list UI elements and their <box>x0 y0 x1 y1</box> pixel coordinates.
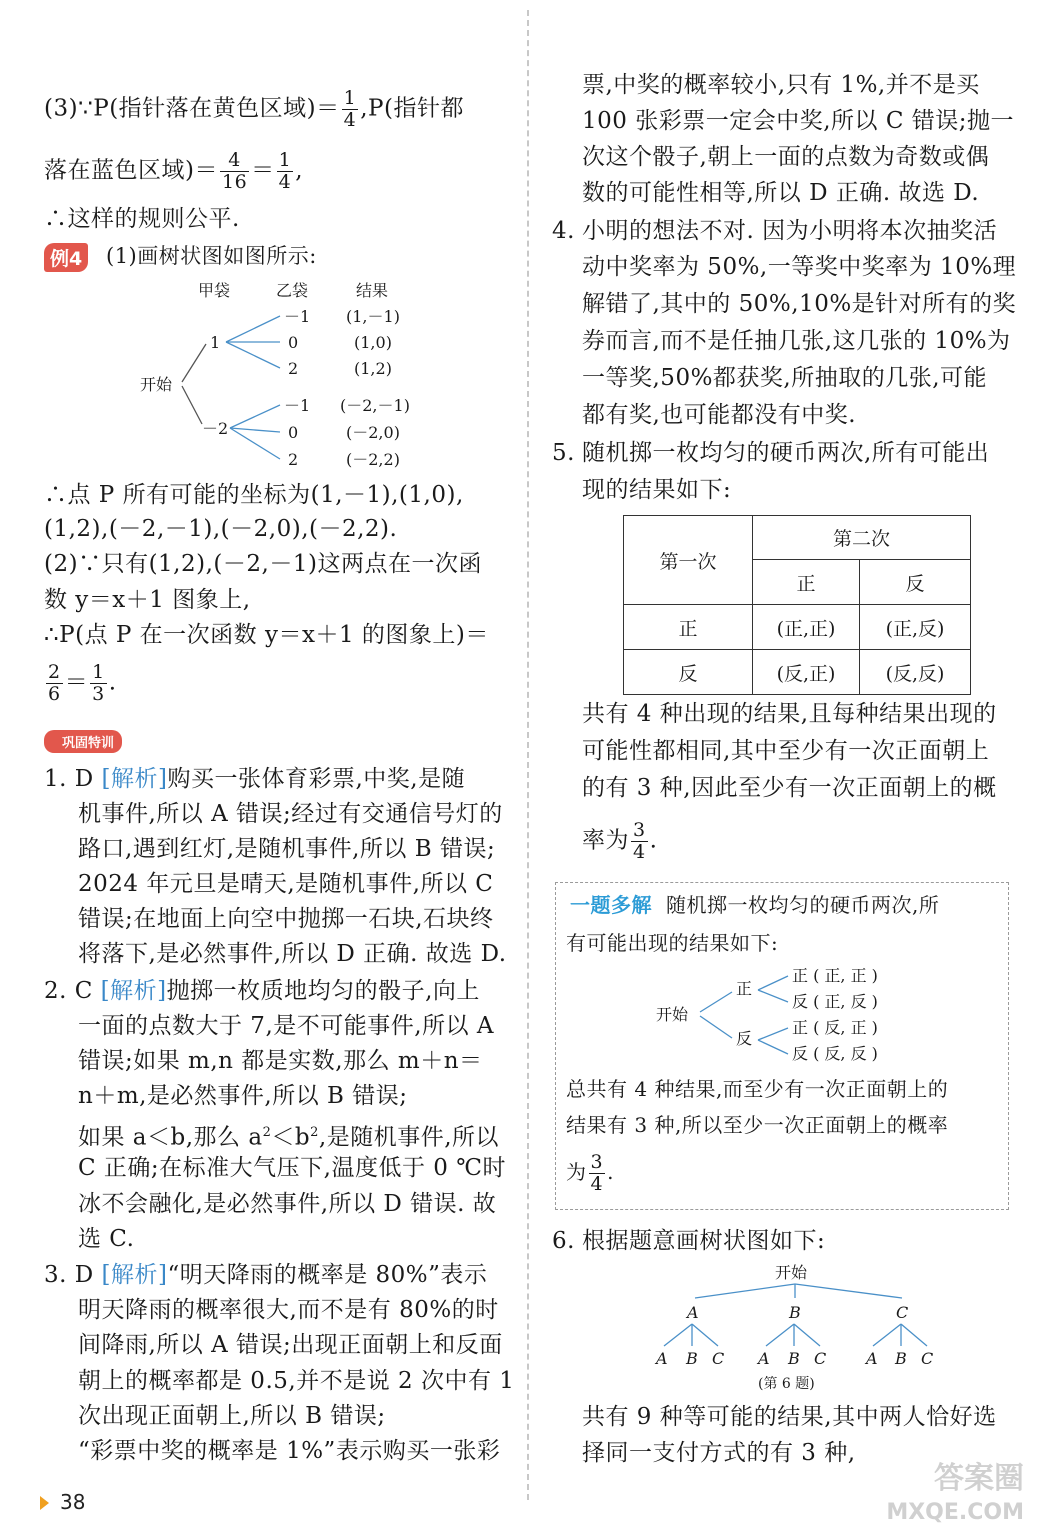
text-line: 次这个骰子,朝上一面的点数为奇数或偶 <box>582 144 990 170</box>
text-line: 结果有 3 种,所以至少一次正面朝上的概率 <box>566 1113 949 1137</box>
text-line: 有可能出现的结果如下: <box>566 931 779 955</box>
tree-node: C <box>896 1303 909 1322</box>
tree-node: A <box>687 1303 699 1322</box>
text-line: 数 y＝x＋1 图象上, <box>44 587 251 613</box>
tree-leaf: C <box>712 1349 725 1368</box>
q2-inequality-line <box>78 1118 499 1153</box>
tree-leaf: 正 ( 正, 正 ) <box>792 966 878 985</box>
text-line: 总共有 4 种结果,而至少有一次正面朝上的 <box>566 1077 949 1101</box>
q5-probability-line <box>582 820 657 863</box>
text-line: 可能性都相同,其中至少有一次正面朝上 <box>582 738 990 764</box>
tree-leaf: 2 <box>288 450 299 469</box>
conclusion-fair: ∴这样的规则公平. <box>44 206 240 232</box>
text: . <box>607 1160 614 1184</box>
alt-probability-line <box>566 1152 614 1195</box>
analysis-tag: [解析] <box>101 766 168 792</box>
text: “明天降雨的概率是 80%”表示 <box>167 1262 488 1288</box>
text-line: 现的结果如下: <box>582 477 732 503</box>
training-section-title: 巩固特训 <box>44 730 122 753</box>
table-cell: (反,反) <box>860 650 971 695</box>
tree-branch: 正 <box>736 979 753 998</box>
table-row-header: 反 <box>624 650 753 695</box>
table-cell: (正,正) <box>753 605 860 650</box>
fraction-1-3: $\frac{1}{3}$ <box>92 661 105 705</box>
table-row-header: 正 <box>624 605 753 650</box>
text-line: 小明的想法不对. 因为小明将本次抽奖活 <box>582 218 998 244</box>
text-line: 冰不会融化,是必然事件,所以 D 错误. 故 <box>78 1191 497 1217</box>
text-line: 择同一支付方式的有 3 种, <box>582 1440 856 1466</box>
tree-leaf: A <box>758 1349 770 1368</box>
text-line: 解错了,其中的 50%,10%是针对所有的奖 <box>582 291 1017 317</box>
tree-branch: 反 <box>736 1029 753 1048</box>
tree-leaf: B <box>895 1349 907 1368</box>
tree-leaf: －1 <box>284 396 311 415</box>
tree-leaf: 0 <box>288 333 299 352</box>
alt-solution-first-line <box>570 890 939 920</box>
fraction-3-4b: $\frac{3}{4}$ <box>590 1151 604 1195</box>
q3-first-line <box>44 1260 487 1290</box>
text-line: 动中奖率为 50%,一等奖中奖率为 10%理 <box>582 254 1017 280</box>
text: 3. D <box>44 1262 102 1288</box>
text-line: 错误;如果 m,n 都是实数,那么 m＋n＝ <box>78 1048 483 1074</box>
text-line: 明天降雨的概率很大,而不是有 80%的时 <box>78 1297 499 1323</box>
tree-branch-1: 1 <box>210 333 221 352</box>
tree-diagram-coin <box>650 960 930 1072</box>
text-line: 错误;在地面上向空中抛掷一石块,石块终 <box>78 906 494 932</box>
tree-header-jia: 甲袋 <box>198 281 231 300</box>
tree-root: 开始 <box>140 375 173 394</box>
tree-diagram-1 <box>130 272 430 472</box>
table-col-header: 反 <box>860 560 971 605</box>
table-header-second: 第二次 <box>753 516 971 560</box>
text: . <box>108 669 117 696</box>
text-line: 2024 年元旦是晴天,是随机事件,所以 C <box>78 871 494 897</box>
text-line: 间降雨,所以 A 错误;出现正面朝上和反面 <box>78 1332 503 1358</box>
text: ＜b <box>271 1124 311 1151</box>
tree-leaf: 反 ( 正, 反 ) <box>792 992 878 1011</box>
text-line: 数的可能性相等,所以 D 正确. 故选 D. <box>582 180 980 206</box>
tree-result: (1,2) <box>354 359 392 378</box>
text: 购买一张体育彩票,中奖,是随 <box>167 766 466 792</box>
watermark-text: 答案圈 <box>934 1461 1024 1496</box>
text-line: 将落下,是必然事件,所以 D 正确. 故选 D. <box>78 941 507 967</box>
analysis-tag: [解析] <box>101 1262 168 1288</box>
q1-first-line <box>44 764 465 794</box>
fraction-1-4b: $\frac{1}{4}$ <box>278 149 292 193</box>
tree-leaf: C <box>814 1349 827 1368</box>
page-marker-icon <box>40 1496 49 1510</box>
tree-root: 开始 <box>775 1263 808 1282</box>
tree-result: (－2,0) <box>346 423 400 442</box>
example-badge: 例4 <box>44 243 88 272</box>
tree-node: B <box>789 1303 801 1322</box>
text-line: 路口,遇到红灯,是随机事件,所以 B 错误; <box>78 836 496 862</box>
tree-leaf: 2 <box>288 359 299 378</box>
example-4-text: (1)画树状图如图所示: <box>106 244 317 268</box>
fraction-2-6: $\frac{2}{6}$ <box>48 661 61 705</box>
text: 率为 <box>582 827 629 854</box>
table-cell: (反,正) <box>753 650 860 695</box>
text: ＝ <box>251 157 275 184</box>
text-line: ∴P(点 P 在一次函数 y＝x＋1 的图象上)＝ <box>44 622 489 648</box>
tree-leaf: 正 ( 反, 正 ) <box>792 1018 878 1037</box>
text: ,是随机事件,所以 <box>318 1124 500 1151</box>
result-fraction-line <box>44 662 117 705</box>
text-line: 共有 9 种等可能的结果,其中两人恰好选 <box>582 1404 997 1430</box>
text-line: 次出现正面朝上,所以 B 错误; <box>78 1403 386 1429</box>
text-line: 朝上的概率都是 0.5,并不是说 2 次中有 1 <box>78 1368 515 1394</box>
column-divider <box>527 10 529 1500</box>
text-line: n＋m,是必然事件,所以 B 错误; <box>78 1083 408 1109</box>
table-header-first: 第一次 <box>624 516 753 605</box>
text-line: 根据题意画树状图如下: <box>582 1228 826 1254</box>
page-number: 38 <box>60 1490 86 1514</box>
text-line: 一等奖,50%都获奖,所抽取的几张,可能 <box>582 365 988 391</box>
text-line: 选 C. <box>78 1226 135 1252</box>
tree-leaf: －1 <box>284 307 311 326</box>
text: 抛掷一枚质地均匀的骰子,向上 <box>166 978 480 1004</box>
text-line: 共有 4 种出现的结果,且每种结果出现的 <box>582 701 997 727</box>
tree-leaf: 0 <box>288 423 299 442</box>
watermark-url: MXQE.COM <box>886 1500 1024 1525</box>
superscript: 2 <box>310 1125 319 1140</box>
text: 2. C <box>44 978 101 1004</box>
text-line: 票,中奖的概率较小,只有 1%,并不是买 <box>582 72 980 98</box>
figure-caption: (第 6 题) <box>758 1376 815 1392</box>
text-line: 券而言,而不是任抽几张,这几张的 10%为 <box>582 328 1011 354</box>
text: , <box>295 157 304 184</box>
tree-result: (－2,2) <box>346 450 400 469</box>
text: 1. D <box>44 766 102 792</box>
text-line: “彩票中奖的概率是 1%”表示购买一张彩 <box>78 1438 501 1464</box>
text-line: (2)∵只有(1,2),(－2,－1)这两点在一次函 <box>44 551 482 577</box>
fraction-1-4: $\frac{1}{4}$ <box>343 87 357 131</box>
q2-first-line <box>44 976 480 1006</box>
fraction-4-16: $\frac{4}{16}$ <box>221 149 248 193</box>
question-number: 6. <box>552 1228 575 1254</box>
text: ＝ <box>64 669 89 696</box>
tree-header-yi: 乙袋 <box>276 281 309 300</box>
tree-result: (1,－1) <box>346 307 400 326</box>
text-line: 一面的点数大于 7,是不可能事件,所以 A <box>78 1013 494 1039</box>
line-3-part2 <box>44 150 303 193</box>
text: 如果 a＜b,那么 a <box>78 1124 263 1151</box>
tree-header-result: 结果 <box>356 281 389 300</box>
coin-results-table <box>623 515 971 695</box>
tree-result: (1,0) <box>354 333 392 352</box>
tree-leaf: A <box>656 1349 668 1368</box>
text-line: 机事件,所以 A 错误;经过有交通信号灯的 <box>78 801 503 827</box>
line-3-part1 <box>44 88 464 131</box>
text: ,P(指针都 <box>360 95 464 122</box>
question-number: 5. <box>552 440 575 466</box>
text: 落在蓝色区域)＝ <box>44 157 218 184</box>
tree-leaf: 反 ( 反, 反 ) <box>792 1044 878 1063</box>
table-cell: (正,反) <box>860 605 971 650</box>
fraction-3-4: $\frac{3}{4}$ <box>633 819 646 863</box>
tree-diagram-payment <box>640 1258 950 1398</box>
alt-solution-title: 一题多解 <box>570 893 652 917</box>
text-line: 的有 3 种,因此至少有一次正面朝上的概 <box>582 775 997 801</box>
table-row <box>624 650 971 695</box>
tree-leaf: B <box>686 1349 698 1368</box>
tree-branch-neg2: －2 <box>202 419 229 438</box>
text-line: (1,2),(－2,－1),(－2,0),(－2,2). <box>44 516 398 542</box>
text: . <box>649 827 658 854</box>
text-line: 都有奖,也可能都没有中奖. <box>582 402 857 428</box>
tree-leaf: C <box>921 1349 934 1368</box>
table-col-header: 正 <box>753 560 860 605</box>
tree-leaf: A <box>866 1349 878 1368</box>
superscript: 2 <box>262 1125 272 1140</box>
analysis-tag: [解析] <box>100 978 167 1004</box>
text: (3)∵P(指针落在黄色区域)＝ <box>44 95 340 122</box>
text: 为 <box>566 1160 587 1184</box>
tree-root: 开始 <box>656 1005 689 1024</box>
tree-result: (－2,－1) <box>340 396 410 415</box>
text: 随机掷一枚均匀的硬币两次,所 <box>666 893 940 917</box>
tree-leaf: B <box>788 1349 800 1368</box>
text-line: C 正确;在标准大气压下,温度低于 0 ℃时 <box>78 1155 506 1181</box>
text-line: 随机掷一枚均匀的硬币两次,所有可能出 <box>582 440 990 466</box>
text-line: ∴点 P 所有可能的坐标为(1,－1),(1,0), <box>44 482 464 508</box>
question-number: 4. <box>552 218 575 244</box>
table-row <box>624 605 971 650</box>
watermark-logo <box>886 1462 1024 1530</box>
text-line: 100 张彩票一定会中奖,所以 C 错误;抛一 <box>582 108 1014 134</box>
